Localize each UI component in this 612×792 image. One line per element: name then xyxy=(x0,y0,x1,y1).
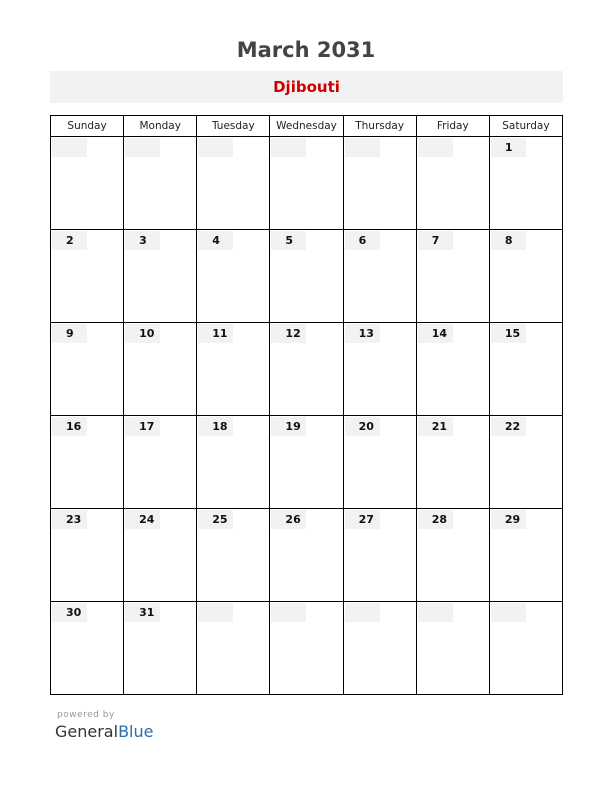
day-number-box xyxy=(271,603,306,622)
brand-blue-text: Blue xyxy=(118,722,154,741)
day-number-box xyxy=(198,510,233,529)
week-row xyxy=(51,416,563,509)
day-number-box xyxy=(125,603,160,622)
day-cell xyxy=(270,137,343,230)
day-number-box xyxy=(198,138,233,157)
weekday-header: Sunday xyxy=(51,116,124,137)
weekday-header-row xyxy=(51,116,563,137)
day-number: 14 xyxy=(431,327,448,340)
week-row xyxy=(51,137,563,230)
day-number: 31 xyxy=(139,606,155,619)
day-number: 29 xyxy=(504,513,521,526)
day-number: 13 xyxy=(358,327,374,340)
day-number-box xyxy=(52,417,87,436)
day-number-box xyxy=(345,231,380,250)
week-row xyxy=(51,230,563,323)
day-number: 20 xyxy=(358,420,374,433)
day-number-box xyxy=(198,324,233,343)
day-cell xyxy=(343,509,416,602)
day-number: 11 xyxy=(212,327,228,340)
day-number-box xyxy=(491,231,526,250)
weekday-header: Saturday xyxy=(489,116,562,137)
day-number-box xyxy=(491,510,526,529)
day-number: 18 xyxy=(212,420,228,433)
day-cell xyxy=(51,416,124,509)
day-number: 3 xyxy=(139,234,147,247)
day-cell xyxy=(270,416,343,509)
day-number: 8 xyxy=(504,234,513,247)
day-number-box xyxy=(52,603,87,622)
country-name: Djibouti xyxy=(273,78,340,96)
day-number: 7 xyxy=(431,234,440,247)
day-cell xyxy=(416,323,489,416)
day-cell xyxy=(489,323,562,416)
day-number-box xyxy=(198,603,233,622)
day-cell xyxy=(124,137,197,230)
day-number-box xyxy=(125,417,160,436)
day-cell xyxy=(197,602,270,695)
day-number-box xyxy=(491,324,526,343)
day-cell xyxy=(51,137,124,230)
day-number-box xyxy=(418,510,453,529)
day-cell xyxy=(343,323,416,416)
day-cell xyxy=(197,230,270,323)
day-cell xyxy=(197,137,270,230)
day-number: 1 xyxy=(504,141,513,154)
day-number: 16 xyxy=(66,420,82,433)
day-number-box xyxy=(418,138,453,157)
day-cell xyxy=(489,416,562,509)
day-cell xyxy=(270,509,343,602)
day-number-box xyxy=(52,231,87,250)
day-number-box xyxy=(52,324,87,343)
calendar-grid xyxy=(50,115,563,695)
day-cell xyxy=(343,416,416,509)
day-cell xyxy=(197,509,270,602)
powered-by-label: powered by xyxy=(57,710,115,720)
day-number: 10 xyxy=(139,327,155,340)
day-number: 22 xyxy=(504,420,521,433)
day-cell xyxy=(343,137,416,230)
calendar-title: March 2031 xyxy=(236,38,376,62)
day-number: 26 xyxy=(285,513,301,526)
day-number-box xyxy=(125,231,160,250)
day-cell xyxy=(489,137,562,230)
day-number-box xyxy=(198,417,233,436)
day-cell xyxy=(489,230,562,323)
week-row xyxy=(51,509,563,602)
day-cell xyxy=(124,416,197,509)
day-cell xyxy=(124,230,197,323)
day-number: 28 xyxy=(431,513,448,526)
day-number: 4 xyxy=(212,234,220,247)
day-number-box xyxy=(271,324,306,343)
day-number-box xyxy=(345,603,380,622)
day-number-box xyxy=(418,603,453,622)
day-number: 5 xyxy=(285,234,294,247)
day-number-box xyxy=(271,231,306,250)
day-number-box xyxy=(345,324,380,343)
weekday-header: Monday xyxy=(124,116,197,137)
day-number: 6 xyxy=(358,234,367,247)
day-number-box xyxy=(491,603,526,622)
day-cell xyxy=(416,230,489,323)
day-number: 27 xyxy=(358,513,374,526)
day-number: 2 xyxy=(66,234,74,247)
day-cell xyxy=(343,602,416,695)
day-number-box xyxy=(491,138,526,157)
weekday-header: Tuesday xyxy=(197,116,270,137)
day-number-box xyxy=(271,417,306,436)
weekday-header: Wednesday xyxy=(270,116,343,137)
day-number-box xyxy=(345,417,380,436)
day-cell xyxy=(270,602,343,695)
day-cell xyxy=(51,602,124,695)
day-number-box xyxy=(345,510,380,529)
day-cell xyxy=(51,230,124,323)
day-cell xyxy=(343,230,416,323)
weekday-header: Friday xyxy=(416,116,489,137)
day-number-box xyxy=(271,510,306,529)
week-row xyxy=(51,323,563,416)
day-cell xyxy=(51,323,124,416)
day-number: 19 xyxy=(285,420,301,433)
day-cell xyxy=(124,509,197,602)
day-cell xyxy=(416,137,489,230)
day-number: 25 xyxy=(212,513,228,526)
week-row xyxy=(51,602,563,695)
day-number-box xyxy=(125,138,160,157)
day-number-box xyxy=(418,324,453,343)
day-number: 21 xyxy=(431,420,448,433)
day-number: 17 xyxy=(139,420,155,433)
day-cell xyxy=(416,509,489,602)
day-cell xyxy=(124,602,197,695)
day-number-box xyxy=(125,510,160,529)
brand-general-text: General xyxy=(55,722,119,741)
day-number: 9 xyxy=(66,327,74,340)
day-cell xyxy=(416,602,489,695)
day-number: 15 xyxy=(504,327,521,340)
day-cell xyxy=(270,323,343,416)
day-cell xyxy=(197,416,270,509)
day-cell xyxy=(416,416,489,509)
day-number-box xyxy=(418,231,453,250)
day-number: 24 xyxy=(139,513,155,526)
day-cell xyxy=(270,230,343,323)
day-number: 30 xyxy=(66,606,82,619)
day-number: 12 xyxy=(285,327,301,340)
day-cell xyxy=(197,323,270,416)
day-number-box xyxy=(271,138,306,157)
day-number-box xyxy=(52,510,87,529)
day-number-box xyxy=(125,324,160,343)
day-cell xyxy=(489,509,562,602)
day-cell xyxy=(489,602,562,695)
day-number-box xyxy=(491,417,526,436)
generalblue-logo[interactable] xyxy=(55,722,153,741)
day-cell xyxy=(124,323,197,416)
day-number-box xyxy=(345,138,380,157)
day-number-box xyxy=(198,231,233,250)
day-cell xyxy=(51,509,124,602)
weekday-header: Thursday xyxy=(343,116,416,137)
country-banner xyxy=(50,71,563,103)
day-number-box xyxy=(52,138,87,157)
day-number: 23 xyxy=(66,513,82,526)
day-number-box xyxy=(418,417,453,436)
